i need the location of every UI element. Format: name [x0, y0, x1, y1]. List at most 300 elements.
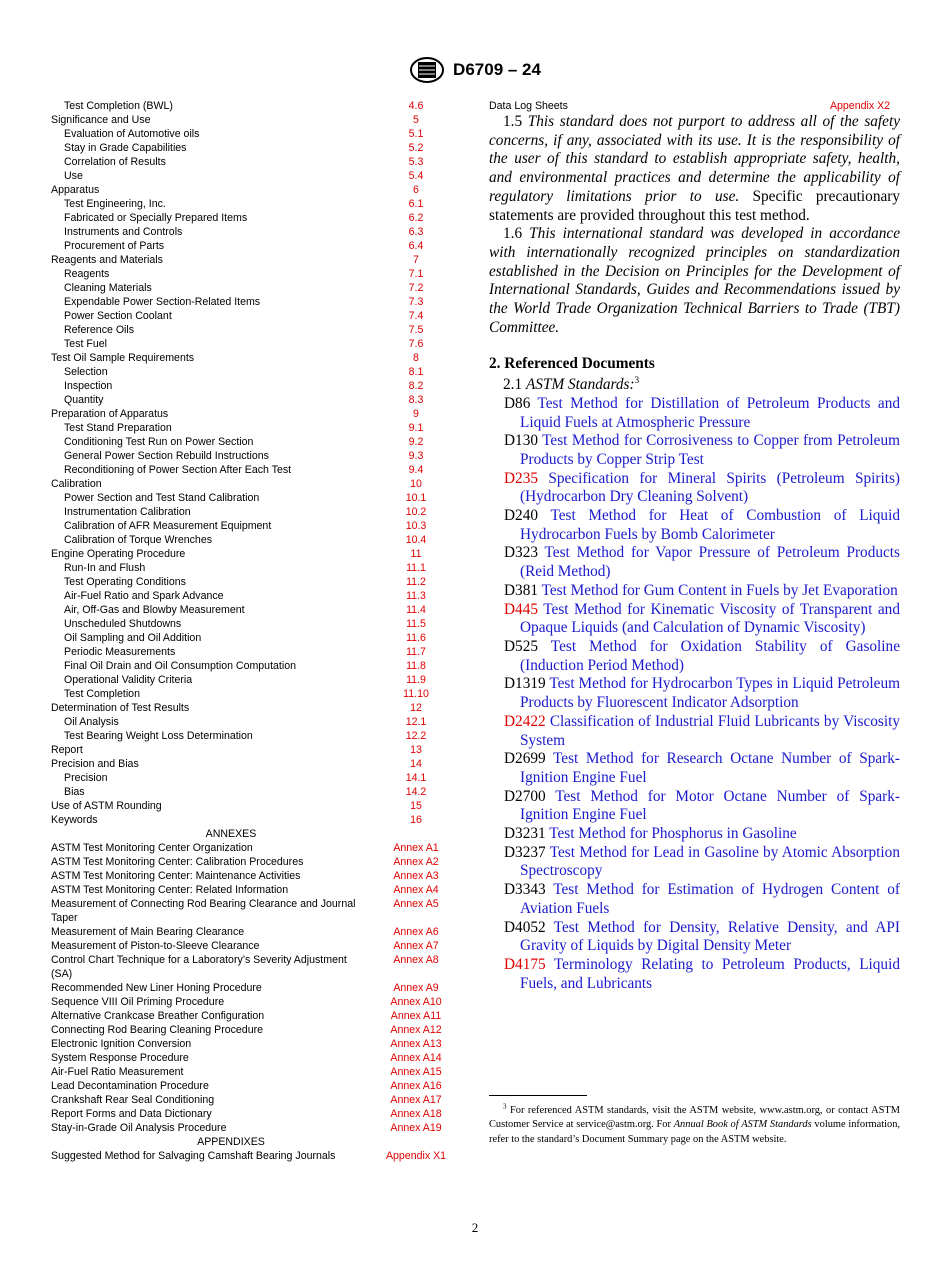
- toc-number[interactable]: 5.3: [408, 156, 424, 168]
- toc-number[interactable]: 8.2: [408, 380, 424, 392]
- reference-item: [489, 956, 900, 993]
- right-column: [489, 99, 900, 993]
- toc-label: Oil Analysis: [64, 716, 119, 728]
- toc-row: [51, 239, 456, 253]
- astm-logo-icon: [409, 57, 445, 83]
- toc-row: [51, 323, 456, 337]
- toc-number[interactable]: Appendix X1: [385, 1150, 447, 1162]
- toc-label: Conditioning Test Run on Power Section: [64, 436, 254, 448]
- reference-code[interactable]: D445: [504, 600, 538, 618]
- toc-row: [51, 113, 456, 127]
- reference-item: [489, 432, 900, 469]
- toc-row: [51, 295, 456, 309]
- toc-number[interactable]: 12.1: [405, 716, 427, 728]
- reference-code[interactable]: D2422: [504, 712, 546, 730]
- toc-label: Instrumentation Calibration: [64, 506, 191, 518]
- toc-number[interactable]: 9.3: [408, 450, 424, 462]
- toc-row: [51, 421, 456, 435]
- toc-row: [51, 1065, 456, 1079]
- toc-row: [51, 645, 456, 659]
- reference-item: [489, 713, 900, 750]
- toc-label: Alternative Crankcase Breather Configuration: [51, 1010, 265, 1022]
- toc-label: Calibration of Torque Wrenches: [64, 534, 213, 546]
- reference-code: D2699: [504, 750, 546, 768]
- toc-row-data-log: [489, 99, 900, 113]
- toc-label: Data Log Sheets: [489, 100, 568, 112]
- toc-number[interactable]: Annex A15: [390, 1066, 442, 1078]
- footnote-text-end: volume information, refer to the standard’s Document Summary page on the ASTM website.: [489, 1119, 900, 1145]
- toc-row: [51, 589, 456, 603]
- reference-link[interactable]: Test Method for Research Octane Number of Spark-Ignition Engine Fuel: [520, 750, 900, 786]
- toc-label: Measurement of Piston-to-Sleeve Clearance: [51, 940, 260, 952]
- toc-number[interactable]: 5.2: [408, 142, 424, 154]
- toc-label: ASTM Test Monitoring Center: Related Information: [51, 884, 289, 896]
- toc-number[interactable]: 13: [410, 744, 422, 756]
- toc-number[interactable]: 7.2: [408, 282, 424, 294]
- reference-item: [489, 470, 900, 507]
- toc-label: Cleaning Materials: [64, 282, 152, 294]
- toc-appendix-list: [51, 1149, 456, 1163]
- reference-code: D240: [504, 507, 538, 525]
- toc-row: [51, 995, 456, 1009]
- toc-label: Power Section and Test Stand Calibration: [64, 492, 260, 504]
- toc-number[interactable]: Annex A4: [393, 884, 439, 896]
- toc-row: [51, 1079, 456, 1093]
- para-number: 1.5: [503, 113, 523, 130]
- toc-row: [51, 99, 456, 113]
- reference-code: D4052: [504, 918, 546, 936]
- toc-label: Use of ASTM Rounding: [51, 800, 162, 812]
- toc-number[interactable]: 8: [413, 352, 419, 364]
- toc-number[interactable]: 14.1: [405, 772, 427, 784]
- reference-item: [489, 844, 900, 881]
- toc-row: [51, 127, 456, 141]
- toc-row: [51, 491, 456, 505]
- reference-link[interactable]: Test Method for Vapor Pressure of Petroleum Products (Reid Method): [520, 544, 900, 581]
- toc-number[interactable]: 10.3: [405, 520, 427, 532]
- reference-code[interactable]: D4175: [504, 955, 546, 973]
- toc-label: Apparatus: [51, 184, 100, 196]
- toc-label: Instruments and Controls: [64, 226, 183, 238]
- toc-row: [51, 281, 456, 295]
- toc-label: Reconditioning of Power Section After Each Test: [64, 464, 292, 476]
- toc-label: Test Fuel: [64, 338, 107, 350]
- reference-link[interactable]: Test Method for Estimation of Hydrogen Content of Aviation Fuels: [520, 881, 900, 917]
- toc-row: [51, 743, 456, 757]
- toc-number[interactable]: 11.9: [406, 674, 426, 686]
- toc-row: [51, 981, 456, 995]
- toc-main-list: [51, 99, 456, 827]
- toc-label: General Power Section Rebuild Instructions: [64, 450, 269, 462]
- reference-item: [489, 582, 900, 601]
- toc-row: [51, 351, 456, 365]
- toc-row: [51, 883, 456, 897]
- toc-number[interactable]: 10.2: [405, 506, 427, 518]
- toc-number[interactable]: Appendix X2: [829, 100, 891, 112]
- toc-row: [51, 435, 456, 449]
- toc-label: Quantity: [64, 394, 104, 406]
- toc-row: [51, 1149, 456, 1163]
- toc-row: [51, 659, 456, 673]
- toc-number[interactable]: 15: [410, 800, 422, 812]
- toc-label: System Response Procedure: [51, 1052, 189, 1064]
- toc-number[interactable]: 6.2: [408, 212, 424, 224]
- reference-code: D130: [504, 432, 538, 450]
- toc-row: [51, 561, 456, 575]
- toc-label: Test Completion (BWL): [64, 100, 173, 112]
- toc-label: Test Engineering, Inc.: [64, 198, 166, 210]
- toc-row: [51, 183, 456, 197]
- toc-number[interactable]: 12: [410, 702, 422, 714]
- toc-label: Air, Off-Gas and Blowby Measurement: [64, 604, 245, 616]
- appendixes-heading: APPENDIXES: [197, 1136, 265, 1148]
- document-id: D6709 – 24: [453, 60, 541, 79]
- reference-link[interactable]: Test Method for Kinematic Viscosity of Transparent and Opaque Liquids (and Calculation of Dynamic Viscosity): [520, 600, 900, 637]
- toc-row: [51, 617, 456, 631]
- reference-item: [489, 919, 900, 956]
- toc-label: ASTM Test Monitoring Center Organization: [51, 842, 253, 854]
- toc-label: Correlation of Results: [64, 156, 166, 168]
- toc-number[interactable]: 11.6: [406, 632, 426, 644]
- toc-label: Reagents: [64, 268, 110, 280]
- para-italic-text: This international standard was developed in accordance with internationally recognized principles on standardization established in the Decision on Principles for the Development of International Standards, Guides and Recommendations issued by the World Trade Organization Technical Barriers to Trade (TBT) Committee.: [489, 225, 900, 336]
- toc-row: [51, 631, 456, 645]
- toc-number[interactable]: Annex A5: [393, 898, 439, 910]
- toc-number[interactable]: 7.6: [408, 338, 424, 350]
- toc-label: Evaluation of Automotive oils: [64, 128, 200, 140]
- toc-label: Selection: [64, 366, 108, 378]
- reference-item: [489, 881, 900, 918]
- reference-link[interactable]: Test Method for Phosphorus in Gasoline: [549, 825, 797, 843]
- reference-item: [489, 675, 900, 712]
- toc-label: Fabricated or Specially Prepared Items: [64, 212, 248, 224]
- toc-label: Suggested Method for Salvaging Camshaft Bearing Journals: [51, 1150, 336, 1162]
- toc-label: Stay in Grade Capabilities: [64, 142, 187, 154]
- toc-number[interactable]: 16: [410, 814, 422, 826]
- toc-row: [51, 1121, 456, 1135]
- reference-code: D381: [504, 581, 538, 599]
- reference-item: [489, 544, 900, 581]
- footnote-divider: [489, 1095, 587, 1096]
- toc-label: Expendable Power Section-Related Items: [64, 296, 261, 308]
- reference-item: [489, 507, 900, 544]
- toc-row: [51, 505, 456, 519]
- toc-number[interactable]: Annex A14: [390, 1052, 442, 1064]
- toc-row: [51, 253, 456, 267]
- toc-label: ASTM Test Monitoring Center: Maintenance Activities: [51, 870, 301, 882]
- toc-row: [51, 547, 456, 561]
- reference-link[interactable]: Test Method for Corrosiveness to Copper from Petroleum Products by Copper Strip Test: [520, 432, 900, 468]
- toc-number[interactable]: 10.1: [405, 492, 427, 504]
- toc-row: [51, 533, 456, 547]
- toc-number[interactable]: Annex A11: [390, 1010, 442, 1022]
- toc-number[interactable]: Annex A1: [393, 842, 439, 854]
- toc-label: ASTM Test Monitoring Center: Calibration Procedures: [51, 856, 304, 868]
- toc-row: [51, 1009, 456, 1023]
- paragraph-1-6: [489, 225, 900, 337]
- toc-row: [51, 687, 456, 701]
- toc-label: Run-In and Flush: [64, 562, 146, 574]
- toc-number[interactable]: Annex A13: [390, 1038, 442, 1050]
- toc-row: [51, 155, 456, 169]
- toc-row: [51, 141, 456, 155]
- footnote: [489, 1104, 900, 1147]
- reference-link[interactable]: Classification of Industrial Fluid Lubricants by Viscosity System: [520, 712, 901, 749]
- toc-row: [51, 1023, 456, 1037]
- toc-label: Inspection: [64, 380, 113, 392]
- toc-number[interactable]: Annex A9: [393, 982, 439, 994]
- reference-link[interactable]: Terminology Relating to Petroleum Products, Liquid Fuels, and Lubricants: [520, 955, 900, 992]
- toc-number[interactable]: 9.2: [408, 436, 424, 448]
- footnote-marker: 3: [503, 1102, 507, 1111]
- toc-label: Precision: [64, 772, 108, 784]
- referenced-documents-list: [489, 395, 900, 994]
- reference-code: D3237: [504, 843, 546, 861]
- toc-row: [51, 379, 456, 393]
- toc-label: Operational Validity Criteria: [64, 674, 193, 686]
- toc-row: [51, 267, 456, 281]
- toc-row: [51, 169, 456, 183]
- reference-code[interactable]: D235: [504, 469, 538, 487]
- toc-label: Air-Fuel Ratio Measurement: [51, 1066, 184, 1078]
- reference-code: D323: [504, 544, 538, 562]
- toc-label: Reagents and Materials: [51, 254, 163, 266]
- toc-row: [51, 603, 456, 617]
- subsection-number: 2.1: [503, 376, 523, 394]
- table-of-contents: [51, 99, 456, 1163]
- section-title: 2. Referenced Documents: [489, 355, 655, 373]
- toc-number[interactable]: 6.1: [408, 198, 424, 210]
- toc-label: Test Completion: [64, 688, 140, 700]
- reference-link[interactable]: Test Method for Gum Content in Fuels by Jet Evaporation: [541, 581, 898, 599]
- reference-code: D86: [504, 394, 531, 412]
- toc-row: [51, 1107, 456, 1121]
- toc-label: Measurement of Main Bearing Clearance: [51, 926, 245, 938]
- page-header: [0, 56, 950, 84]
- toc-label: Power Section Coolant: [64, 310, 172, 322]
- reference-code: D3343: [504, 881, 546, 899]
- footnote-text: For referenced ASTM standards, visit the ASTM website, www.astm.org, or contact ASTM Customer Service at service@astm.org. For: [489, 1105, 900, 1131]
- reference-code: D3231: [504, 825, 546, 843]
- toc-row: [51, 939, 456, 953]
- toc-number[interactable]: 6.3: [408, 226, 424, 238]
- toc-label: Air-Fuel Ratio and Spark Advance: [64, 590, 224, 602]
- toc-label: Significance and Use: [51, 114, 151, 126]
- annexes-heading: ANNEXES: [205, 828, 257, 840]
- toc-row: [51, 337, 456, 351]
- toc-number[interactable]: 7.1: [408, 268, 424, 280]
- reference-item: [489, 825, 900, 844]
- reference-link[interactable]: Test Method for Oxidation Stability of Gasoline (Induction Period Method): [520, 637, 900, 674]
- toc-row: [51, 785, 456, 799]
- toc-number[interactable]: Annex A6: [393, 926, 439, 938]
- toc-number[interactable]: 8.3: [408, 394, 424, 406]
- toc-label: Engine Operating Procedure: [51, 548, 186, 560]
- toc-label: Test Oil Sample Requirements: [51, 352, 195, 364]
- toc-row: [51, 449, 456, 463]
- footnote-italic: Annual Book of ASTM Standards: [673, 1119, 812, 1131]
- toc-label: Keywords: [51, 814, 98, 826]
- toc-row: [51, 757, 456, 771]
- toc-number[interactable]: 11.7: [406, 646, 426, 658]
- reference-link[interactable]: Test Method for Distillation of Petroleum Products and Liquid Fuels at Atmospheric Pressure: [520, 394, 900, 431]
- toc-number[interactable]: 9.1: [408, 422, 424, 434]
- toc-number[interactable]: Annex A2: [393, 856, 439, 868]
- toc-label: Recommended New Liner Honing Procedure: [51, 982, 262, 994]
- reference-link[interactable]: Test Method for Lead in Gasoline by Atomic Absorption Spectroscopy: [520, 843, 900, 880]
- toc-number[interactable]: 6.4: [408, 240, 424, 252]
- reference-code: D525: [504, 637, 538, 655]
- toc-number[interactable]: Annex A18: [390, 1108, 442, 1120]
- toc-label: Unscheduled Shutdowns: [64, 618, 182, 630]
- toc-number[interactable]: 11.10: [403, 688, 429, 700]
- toc-number[interactable]: 9: [413, 408, 419, 420]
- toc-label: Precision and Bias: [51, 758, 139, 770]
- toc-number[interactable]: 9.4: [408, 464, 424, 476]
- toc-row: [51, 869, 456, 883]
- toc-row: [51, 477, 456, 491]
- reference-item: [489, 601, 900, 638]
- reference-code: D2700: [504, 787, 546, 805]
- toc-label: Calibration of AFR Measurement Equipment: [64, 520, 272, 532]
- toc-row: [51, 393, 456, 407]
- reference-item: [489, 395, 900, 432]
- toc-annex-list: [51, 841, 456, 1135]
- toc-label: Bias: [64, 786, 85, 798]
- toc-label: Lead Decontamination Procedure: [51, 1080, 209, 1092]
- toc-label: Determination of Test Results: [51, 702, 190, 714]
- toc-row: [51, 813, 456, 827]
- toc-number[interactable]: 7: [413, 254, 419, 266]
- toc-row: [51, 799, 456, 813]
- toc-number[interactable]: 10.4: [405, 534, 427, 546]
- toc-number[interactable]: 11.8: [406, 660, 426, 672]
- toc-label: Electronic Ignition Conversion: [51, 1038, 192, 1050]
- toc-row: [51, 729, 456, 743]
- footnote-ref[interactable]: 3: [634, 375, 640, 386]
- toc-row: [51, 1093, 456, 1107]
- toc-number[interactable]: 11.1: [406, 562, 426, 574]
- toc-number[interactable]: Annex A16: [390, 1080, 442, 1092]
- toc-number[interactable]: Annex A3: [393, 870, 439, 882]
- reference-link[interactable]: Test Method for Motor Octane Number of Spark-Ignition Engine Fuel: [520, 787, 900, 824]
- toc-row: [51, 771, 456, 785]
- toc-row: [51, 575, 456, 589]
- toc-label: Reference Oils: [64, 324, 135, 336]
- toc-row: [51, 407, 456, 421]
- paragraph-1-5: [489, 113, 900, 225]
- toc-label: Preparation of Apparatus: [51, 408, 169, 420]
- toc-label: Procurement of Parts: [64, 240, 165, 252]
- reference-item: [489, 750, 900, 787]
- toc-number[interactable]: 4.6: [408, 100, 424, 112]
- reference-link[interactable]: Test Method for Density, Relative Density, and API Gravity of Liquids by Digital Density Meter: [520, 918, 900, 955]
- toc-number[interactable]: 8.1: [408, 366, 424, 378]
- toc-number[interactable]: 7.4: [408, 310, 424, 322]
- toc-number[interactable]: 7.5: [408, 324, 424, 336]
- toc-row: [51, 463, 456, 477]
- toc-number[interactable]: 7.3: [408, 296, 424, 308]
- toc-number[interactable]: 11.3: [406, 590, 426, 602]
- reference-link[interactable]: Specification for Mineral Spirits (Petroleum Spirits) (Hydrocarbon Dry Cleaning Solvent): [520, 469, 900, 506]
- toc-label: Report Forms and Data Dictionary: [51, 1108, 212, 1120]
- toc-row: [51, 225, 456, 239]
- para-italic-text: This standard does not purport to address all of the safety concerns, if any, associated with its use. It is the responsibility of the user of this standard to establish appropriate safety, health, and environmental practices and determine the applicability of regulatory limitations prior to use.: [489, 113, 900, 205]
- toc-number[interactable]: 14: [410, 758, 422, 770]
- reference-item: [489, 788, 900, 825]
- toc-row: [51, 715, 456, 729]
- toc-label: Test Stand Preparation: [64, 422, 172, 434]
- toc-row: [51, 519, 456, 533]
- para-number: 1.6: [503, 225, 523, 243]
- toc-label: Connecting Rod Bearing Cleaning Procedure: [51, 1024, 264, 1036]
- toc-label: Test Operating Conditions: [64, 576, 186, 588]
- toc-row: [51, 365, 456, 379]
- toc-label: Control Chart Technique for a Laboratory’s Severity Adjustment (SA): [51, 954, 347, 980]
- toc-label: Sequence VIII Oil Priming Procedure: [51, 996, 225, 1008]
- para-text: Specific precautionary statements are provided throughout this test method.: [489, 187, 900, 224]
- toc-number[interactable]: 12.2: [405, 730, 427, 742]
- toc-number[interactable]: 5.4: [408, 170, 424, 182]
- toc-number[interactable]: 11: [410, 548, 422, 560]
- toc-label: Measurement of Connecting Rod Bearing Clearance and Journal Taper: [51, 898, 356, 924]
- toc-number[interactable]: 6: [413, 184, 419, 196]
- toc-label: Use: [64, 170, 83, 182]
- toc-label: Final Oil Drain and Oil Consumption Computation: [64, 660, 296, 672]
- toc-number[interactable]: 5: [413, 114, 419, 126]
- toc-label: Periodic Measurements: [64, 646, 176, 658]
- toc-row: [51, 953, 456, 981]
- toc-row: [51, 309, 456, 323]
- toc-number[interactable]: Annex A12: [390, 1024, 442, 1036]
- toc-label: Crankshaft Rear Seal Conditioning: [51, 1094, 215, 1106]
- toc-number[interactable]: 11.5: [406, 618, 426, 630]
- reference-link[interactable]: Test Method for Hydrocarbon Types in Liquid Petroleum Products by Fluorescent Indicator Adsorption: [520, 675, 900, 712]
- toc-label: Oil Sampling and Oil Addition: [64, 632, 202, 644]
- toc-row: [51, 855, 456, 869]
- toc-number[interactable]: 10: [410, 478, 422, 490]
- reference-link[interactable]: Test Method for Heat of Combustion of Liquid Hydrocarbon Fuels by Bomb Calorimeter: [520, 507, 900, 543]
- toc-row: [51, 1037, 456, 1051]
- toc-number[interactable]: Annex A8: [393, 954, 439, 966]
- toc-number[interactable]: Annex A10: [390, 996, 442, 1008]
- toc-row: [51, 701, 456, 715]
- toc-label: Calibration: [51, 478, 102, 490]
- subsection-2-1: [503, 376, 900, 395]
- toc-number[interactable]: 14.2: [405, 786, 427, 798]
- toc-number[interactable]: 11.4: [406, 604, 426, 616]
- reference-code: D1319: [504, 675, 546, 693]
- toc-row: [51, 211, 456, 225]
- toc-number[interactable]: 11.2: [406, 576, 426, 588]
- toc-row: [51, 197, 456, 211]
- toc-number[interactable]: Annex A7: [393, 940, 439, 952]
- toc-label: Test Bearing Weight Loss Determination: [64, 730, 253, 742]
- toc-number[interactable]: Annex A17: [390, 1094, 442, 1106]
- toc-number[interactable]: 5.1: [408, 128, 424, 140]
- toc-row: [51, 925, 456, 939]
- toc-row: [51, 841, 456, 855]
- toc-row: [51, 1051, 456, 1065]
- toc-number[interactable]: Annex A19: [390, 1122, 442, 1134]
- reference-item: [489, 638, 900, 675]
- subsection-label: ASTM Standards:: [525, 376, 635, 394]
- toc-label: Stay-in-Grade Oil Analysis Procedure: [51, 1122, 227, 1134]
- toc-row: [51, 897, 456, 925]
- toc-row: [51, 673, 456, 687]
- page-number: 2: [471, 1220, 479, 1235]
- toc-label: Report: [51, 744, 83, 756]
